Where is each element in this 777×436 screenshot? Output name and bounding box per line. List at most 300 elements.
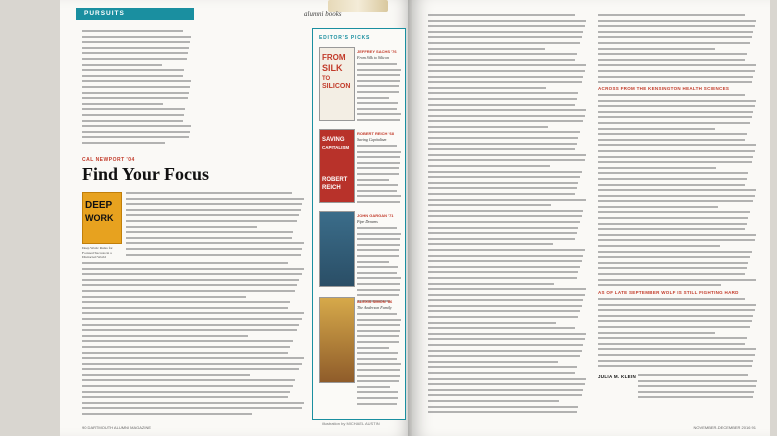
text-line — [428, 221, 580, 223]
text-line — [598, 59, 745, 61]
pick-cover-line: ROBERT — [322, 177, 348, 183]
text-line — [598, 284, 721, 286]
text-line — [428, 98, 577, 100]
pick-cover-line: SILK — [322, 63, 343, 73]
text-line — [82, 379, 295, 381]
article-headline: Find Your Focus — [82, 164, 210, 184]
text-line — [428, 338, 585, 340]
text-line — [82, 407, 302, 409]
text-line — [357, 341, 399, 343]
text-line — [598, 239, 755, 241]
text-line — [428, 171, 582, 173]
text-line — [357, 244, 400, 246]
text-line — [598, 64, 756, 66]
text-line — [357, 277, 401, 279]
cover-word-2: WORK — [85, 213, 114, 223]
text-line — [598, 105, 755, 107]
text-line — [126, 226, 257, 228]
text-line — [428, 378, 586, 380]
article-body-column-1 — [126, 192, 306, 259]
text-line — [357, 347, 389, 349]
text-line — [428, 36, 582, 38]
text-line — [82, 396, 288, 398]
text-line — [598, 320, 752, 322]
pick-subtitle-3: Pipe Dreams — [357, 219, 378, 224]
text-line — [357, 233, 401, 235]
text-line — [428, 42, 580, 44]
text-line — [428, 232, 577, 234]
text-line — [82, 97, 188, 99]
text-line — [638, 380, 757, 382]
folio-left: 90 DARTMOUTH ALUMNI MAGAZINE — [82, 425, 152, 430]
text-line — [428, 126, 548, 128]
text-line — [428, 266, 580, 268]
text-line — [598, 139, 745, 141]
text-line — [428, 271, 578, 273]
text-line — [357, 74, 400, 76]
text-line — [598, 304, 756, 306]
text-line — [428, 199, 586, 201]
text-line — [598, 25, 755, 27]
text-line — [428, 249, 585, 251]
text-line — [82, 318, 302, 320]
text-line — [82, 41, 190, 43]
text-line — [428, 182, 578, 184]
text-line — [82, 352, 288, 354]
text-line — [428, 109, 586, 111]
text-line — [638, 374, 748, 376]
text-line — [82, 385, 293, 387]
text-line — [357, 156, 400, 158]
text-line — [357, 97, 389, 99]
text-line — [598, 128, 715, 130]
text-line — [357, 80, 400, 82]
text-line — [598, 206, 718, 208]
text-line — [428, 204, 551, 206]
text-line — [82, 346, 290, 348]
text-line — [428, 70, 585, 72]
text-line — [82, 80, 191, 82]
text-line — [82, 120, 183, 122]
text-line — [82, 131, 190, 133]
pick-book-cover-3 — [319, 211, 355, 287]
text-line — [126, 254, 301, 256]
text-line — [126, 209, 301, 211]
text-line — [428, 48, 545, 50]
text-line — [357, 145, 397, 147]
text-line — [82, 284, 297, 286]
text-line — [357, 113, 401, 115]
text-line — [428, 243, 553, 245]
pick-text-2 — [357, 145, 401, 207]
text-line — [598, 273, 745, 275]
text-line — [428, 355, 580, 357]
pick-subtitle-1: From Silk to Silicon — [357, 55, 389, 60]
text-line — [82, 75, 183, 77]
text-line — [598, 184, 745, 186]
text-line — [598, 223, 747, 225]
text-line — [82, 114, 184, 116]
text-line — [428, 154, 586, 156]
text-line — [598, 167, 716, 169]
text-line — [598, 360, 753, 362]
pick-cover-line: CAPITALISM — [322, 145, 350, 150]
text-line — [598, 348, 756, 350]
text-line — [357, 179, 389, 181]
text-line — [598, 267, 747, 269]
text-line — [357, 335, 399, 337]
right-subhead-2: AS OF LATE SEPTEMBER WOLF IS STILL FIGHTING HARD — [598, 290, 739, 295]
text-line — [82, 296, 246, 298]
text-line — [357, 201, 400, 203]
text-line — [82, 30, 183, 32]
text-line — [82, 69, 184, 71]
text-line — [82, 125, 191, 127]
right-body-column-2b — [598, 94, 758, 290]
text-line — [598, 217, 748, 219]
text-line — [357, 358, 397, 360]
text-line — [357, 249, 399, 251]
text-line — [598, 337, 747, 339]
text-line — [428, 400, 559, 402]
text-line — [428, 383, 585, 385]
text-line — [82, 142, 165, 144]
text-line — [428, 215, 582, 217]
text-line — [598, 116, 752, 118]
text-line — [126, 198, 304, 200]
text-line — [428, 20, 586, 22]
text-line — [428, 344, 583, 346]
text-line — [428, 227, 578, 229]
text-line — [598, 48, 715, 50]
text-line — [428, 25, 585, 27]
pick-author-1: JEFFREY SACHS '76 — [357, 49, 397, 54]
folio-right: NOVEMBER-DECEMBER 2016 91 — [693, 425, 756, 430]
intro-text-column — [82, 30, 192, 147]
text-line — [598, 326, 750, 328]
text-line — [428, 305, 582, 307]
editors-picks-title: EDITOR'S PICKS — [319, 35, 371, 41]
text-line — [357, 151, 401, 153]
text-line — [598, 262, 748, 264]
text-line — [82, 36, 191, 38]
right-page — [412, 0, 770, 436]
text-line — [126, 242, 304, 244]
text-line — [428, 120, 583, 122]
cover-caption: Deep Work: Rules for Focused Success in a Distracted World — [82, 246, 113, 259]
text-line — [598, 343, 745, 345]
text-line — [428, 148, 575, 150]
pick-author-2: ROBERT REICH '68 — [357, 131, 394, 136]
text-line — [82, 64, 162, 66]
text-line — [82, 290, 295, 292]
text-line — [428, 394, 582, 396]
text-line — [428, 255, 583, 257]
text-line — [126, 237, 292, 239]
text-line — [598, 156, 753, 158]
text-line — [428, 176, 580, 178]
text-line — [598, 211, 750, 213]
text-line — [428, 288, 586, 290]
text-line — [428, 81, 582, 83]
text-line — [82, 279, 299, 281]
text-line — [598, 122, 750, 124]
text-line — [598, 315, 753, 317]
text-line — [428, 187, 577, 189]
pick-text-1 — [357, 63, 401, 125]
right-subhead-1: ACROSS FROM THE KENSINGTON HEALTH SCIENCES — [598, 86, 730, 91]
text-line — [82, 47, 189, 49]
section-tab: PURSUITS — [76, 8, 194, 20]
text-line — [428, 316, 578, 318]
text-line — [357, 91, 399, 93]
text-line — [598, 76, 753, 78]
text-line — [428, 333, 586, 335]
author-note: JULIA M. KLEIN — [598, 374, 637, 379]
magazine-spread — [60, 0, 770, 436]
cover-word-1: DEEP — [85, 200, 113, 211]
text-line — [428, 53, 577, 55]
text-line — [598, 189, 756, 191]
text-line — [598, 36, 752, 38]
text-line — [598, 178, 747, 180]
text-line — [82, 312, 304, 314]
text-line — [598, 133, 747, 135]
pick-text-4 — [357, 313, 401, 408]
text-line — [428, 389, 583, 391]
text-line — [428, 87, 546, 89]
text-line — [357, 63, 397, 65]
text-line — [357, 313, 397, 315]
text-line — [357, 363, 401, 365]
text-line — [428, 193, 575, 195]
text-line — [598, 200, 753, 202]
right-body-column-2c — [598, 298, 758, 371]
text-line — [82, 108, 185, 110]
section-kicker: alumni books — [304, 10, 342, 18]
text-line — [428, 361, 558, 363]
text-line — [357, 369, 400, 371]
deep-work-book-cover — [82, 192, 122, 244]
text-line — [82, 307, 288, 309]
text-line — [428, 283, 554, 285]
text-line — [598, 365, 752, 367]
text-line — [357, 261, 389, 263]
text-line — [428, 277, 577, 279]
text-line — [428, 411, 577, 413]
text-line — [82, 268, 304, 270]
text-line — [598, 172, 748, 174]
text-line — [82, 58, 187, 60]
text-line — [357, 352, 398, 354]
text-line — [357, 380, 399, 382]
text-line — [428, 310, 580, 312]
text-line — [357, 391, 398, 393]
text-line — [82, 273, 302, 275]
pick-book-cover-2 — [319, 129, 355, 203]
right-body-column-1 — [428, 14, 588, 417]
text-line — [82, 402, 304, 404]
text-line — [357, 324, 400, 326]
text-line — [82, 335, 248, 337]
text-line — [428, 64, 586, 66]
text-line — [357, 119, 400, 121]
text-line — [357, 190, 397, 192]
text-line — [598, 31, 753, 33]
text-line — [598, 20, 756, 22]
pick-author-4: ALEXIS SIMON '86 — [357, 299, 393, 304]
text-line — [428, 238, 575, 240]
text-line — [82, 413, 252, 415]
text-line — [428, 92, 578, 94]
text-line — [82, 363, 302, 365]
text-line — [428, 299, 583, 301]
text-line — [598, 94, 745, 96]
text-line — [126, 248, 302, 250]
pick-author-3: JOHN GARGAN '71 — [357, 213, 394, 218]
text-line — [357, 375, 400, 377]
text-line — [357, 195, 401, 197]
text-line — [357, 102, 398, 104]
article-body-column-1-lower — [82, 262, 306, 419]
text-line — [428, 159, 585, 161]
pick-cover-line: SILICON — [322, 83, 351, 90]
text-line — [126, 192, 292, 194]
text-line — [598, 234, 756, 236]
text-line — [598, 42, 750, 44]
text-line — [598, 111, 753, 113]
text-line — [126, 231, 293, 233]
text-line — [357, 397, 398, 399]
text-line — [428, 31, 583, 33]
text-line — [357, 184, 398, 186]
text-line — [357, 266, 398, 268]
text-line — [357, 386, 390, 388]
text-line — [598, 100, 756, 102]
text-line — [598, 81, 752, 83]
text-line — [598, 161, 752, 163]
text-line — [82, 368, 299, 370]
text-line — [357, 173, 399, 175]
text-line — [357, 85, 399, 87]
text-line — [357, 227, 397, 229]
text-line — [357, 69, 401, 71]
text-line — [357, 283, 400, 285]
text-line — [598, 354, 755, 356]
text-line — [428, 115, 585, 117]
text-line — [126, 203, 302, 205]
pick-cover-line: FROM — [322, 53, 346, 62]
text-line — [82, 329, 297, 331]
text-line — [357, 162, 400, 164]
editors-picks-box — [312, 28, 406, 420]
text-line — [126, 214, 299, 216]
text-line — [357, 289, 400, 291]
text-line — [598, 14, 745, 16]
pick-cover-line: REICH — [322, 185, 341, 191]
right-author-note-text — [638, 374, 758, 402]
pick-cover-line: TO — [322, 76, 331, 82]
text-line — [82, 92, 189, 94]
text-line — [357, 294, 399, 296]
text-line — [82, 340, 293, 342]
text-line — [82, 357, 304, 359]
text-line — [428, 406, 578, 408]
text-line — [598, 70, 755, 72]
text-line — [82, 52, 188, 54]
text-line — [82, 391, 290, 393]
pick-text-3 — [357, 227, 401, 305]
text-line — [428, 104, 575, 106]
article-byline: CAL NEWPORT '04 — [82, 157, 135, 163]
text-line — [428, 59, 575, 61]
text-line — [428, 210, 583, 212]
text-line — [598, 256, 750, 258]
pick-subtitle-2: Saving Capitalism — [357, 137, 387, 142]
text-line — [357, 238, 400, 240]
text-line — [598, 251, 752, 253]
text-line — [598, 279, 756, 281]
text-line — [357, 272, 397, 274]
pick-subtitle-4: The Anderson Family — [357, 305, 392, 310]
text-line — [428, 322, 556, 324]
text-line — [82, 374, 250, 376]
text-line — [428, 372, 575, 374]
text-line — [357, 255, 399, 257]
text-line — [82, 301, 290, 303]
illustration-credit: illustration by MICHAEL AUSTIN — [322, 421, 380, 426]
pick-book-cover-1 — [319, 47, 355, 121]
text-line — [82, 86, 190, 88]
text-line — [428, 350, 582, 352]
text-line — [428, 165, 550, 167]
text-line — [598, 150, 755, 152]
text-line — [357, 403, 397, 405]
text-line — [357, 319, 401, 321]
text-line — [598, 245, 720, 247]
text-line — [357, 330, 400, 332]
text-line — [428, 260, 582, 262]
text-line — [598, 298, 745, 300]
text-line — [428, 143, 577, 145]
text-line — [357, 108, 397, 110]
text-line — [598, 309, 755, 311]
text-line — [598, 228, 745, 230]
text-line — [598, 195, 755, 197]
text-line — [126, 220, 297, 222]
text-line — [428, 327, 575, 329]
pick-book-cover-4 — [319, 297, 355, 383]
right-body-column-2a — [598, 14, 758, 87]
text-line — [428, 131, 580, 133]
text-line — [598, 332, 715, 334]
text-line — [598, 144, 756, 146]
text-line — [428, 366, 577, 368]
left-page — [60, 0, 412, 436]
text-line — [428, 76, 583, 78]
pick-cover-line: SAVING — [322, 137, 345, 143]
text-line — [428, 137, 578, 139]
text-line — [428, 294, 585, 296]
text-line — [598, 53, 747, 55]
text-line — [638, 396, 753, 398]
text-line — [638, 391, 754, 393]
text-line — [82, 136, 189, 138]
text-line — [82, 262, 288, 264]
text-line — [357, 167, 399, 169]
text-line — [428, 14, 575, 16]
text-line — [82, 103, 163, 105]
